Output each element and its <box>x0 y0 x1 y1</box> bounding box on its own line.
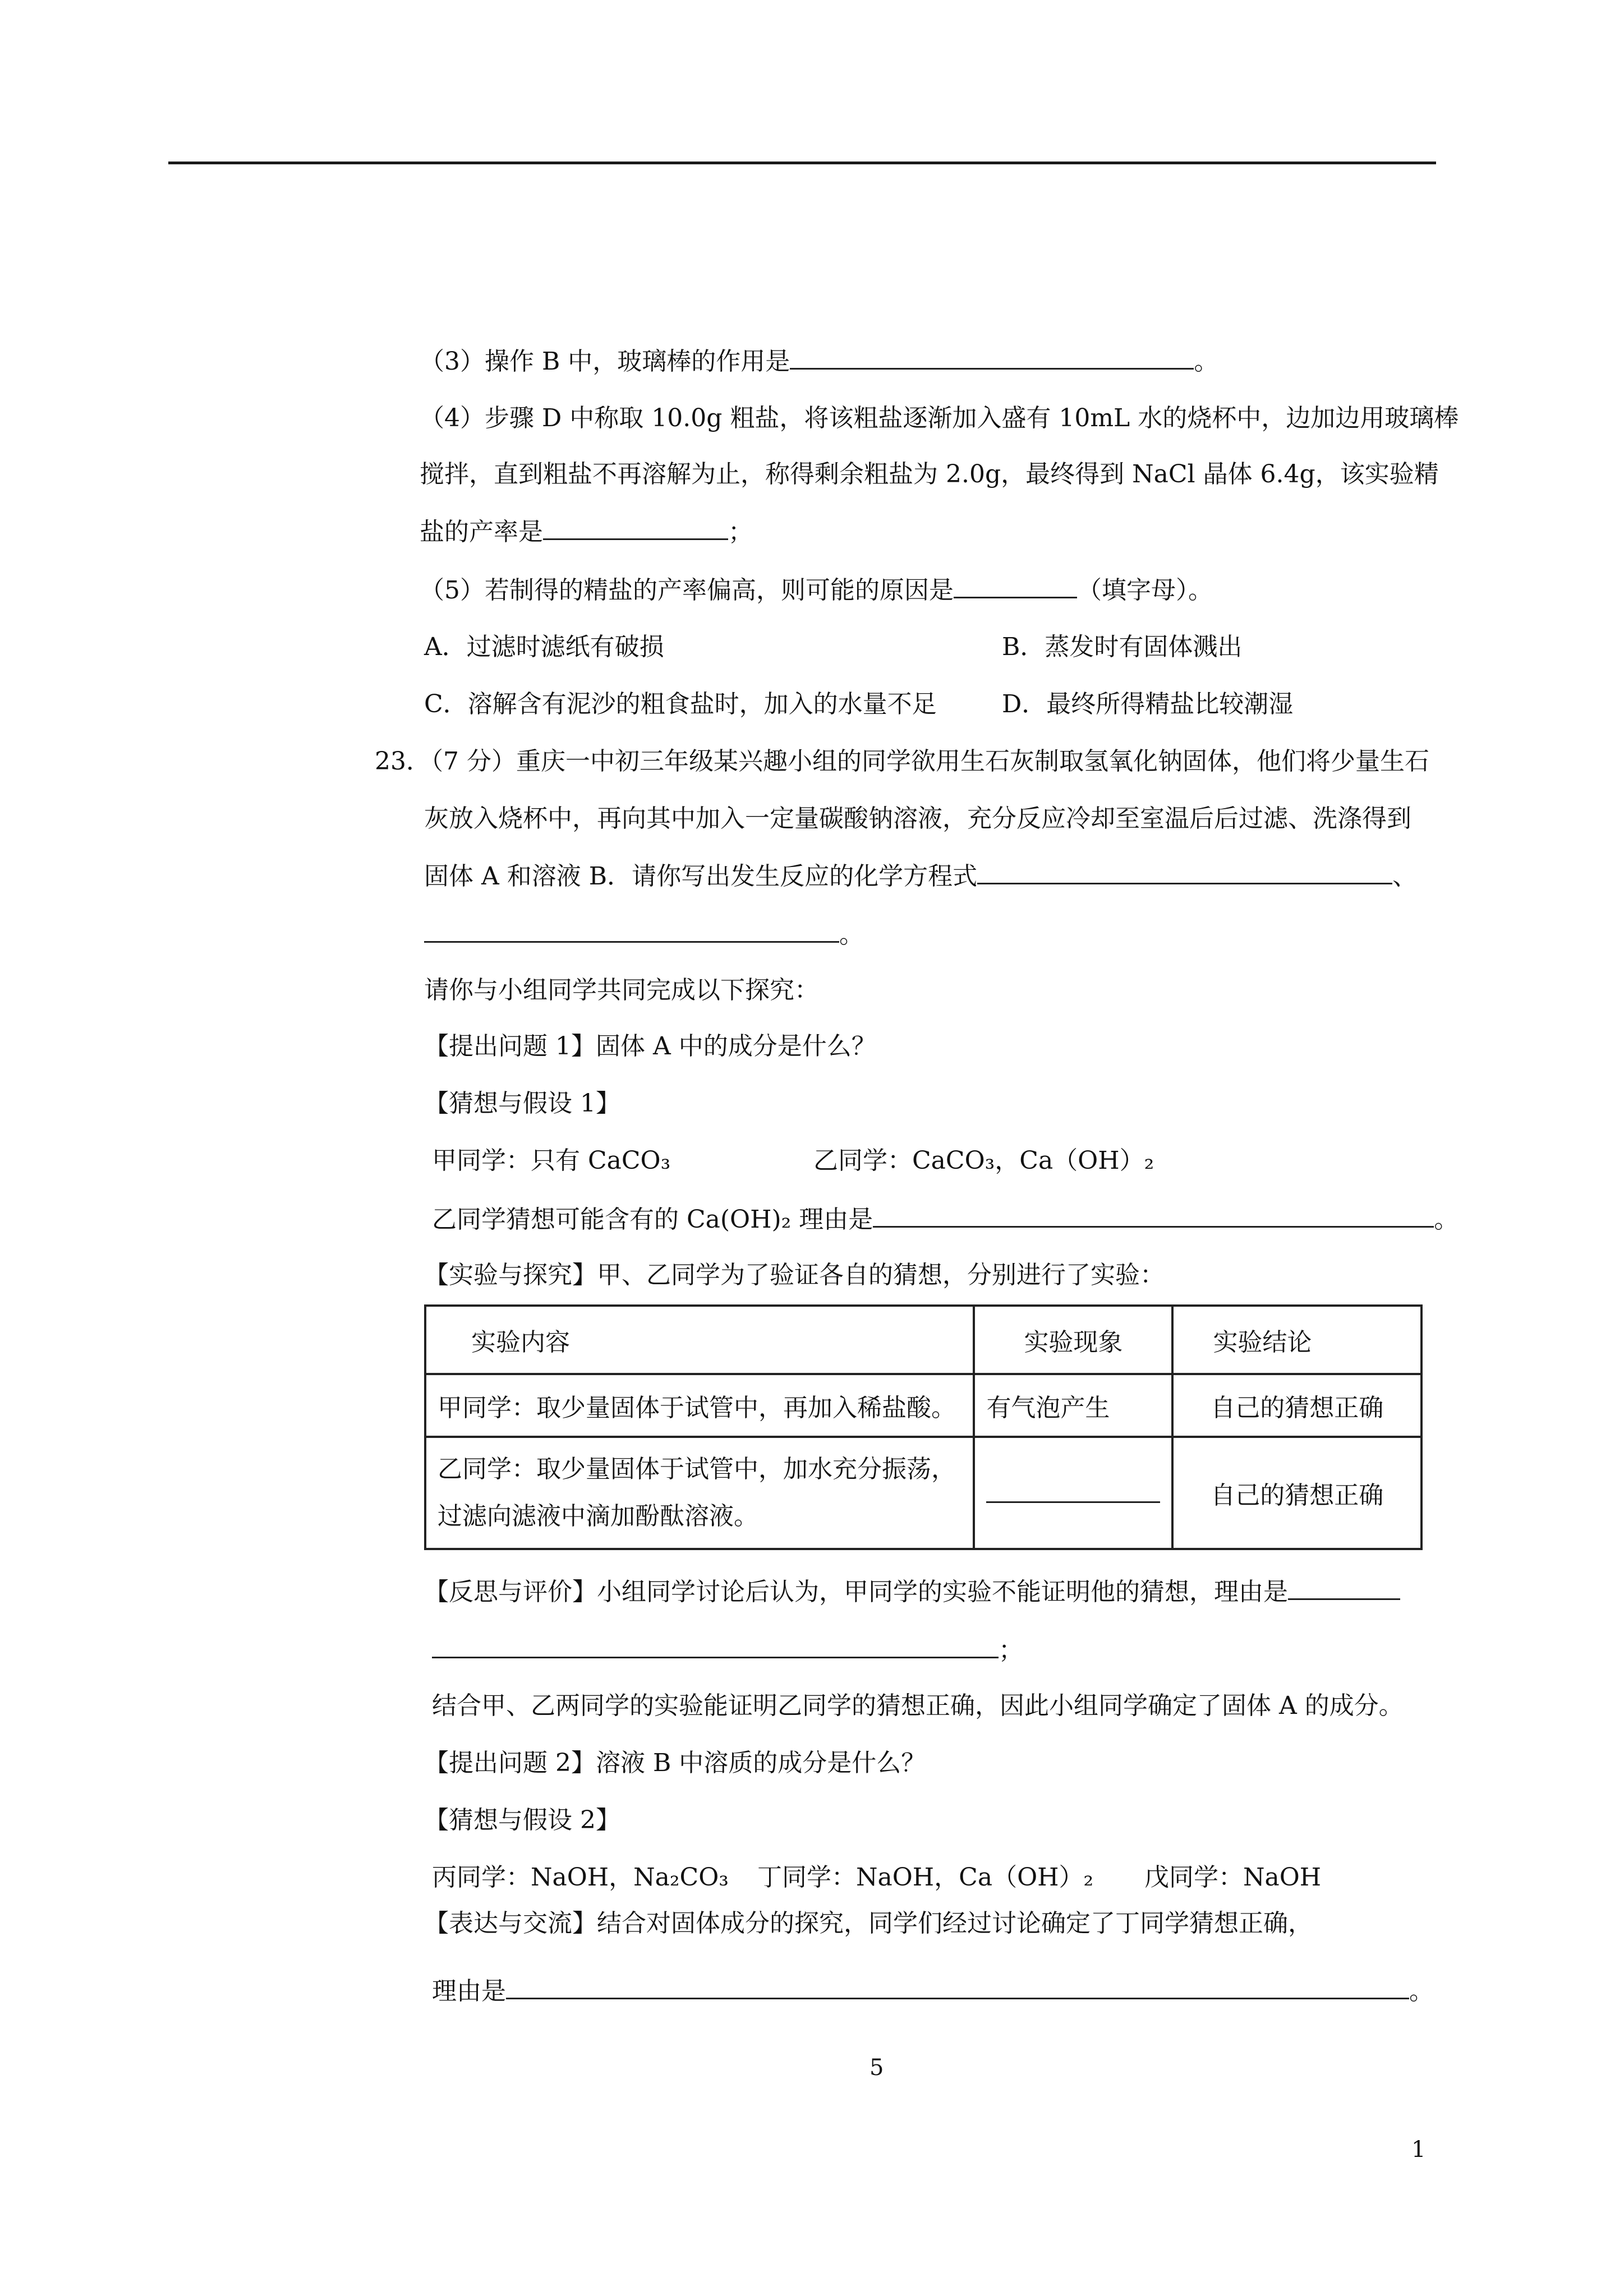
q22-part3-end: 。 <box>1194 347 1219 376</box>
table-row <box>425 1374 1421 1437</box>
combine-statement: 结合甲、乙两同学的实验能证明乙同学的猜想正确，因此小组同学确定了固体 A 的成分。 <box>432 1691 1404 1720</box>
q22-part4-line3-text: 盐的产率是 <box>420 518 543 546</box>
answer-blank[interactable] <box>790 343 1194 370</box>
hypothesis-1: 【猜想与假设 1】 <box>424 1089 620 1118</box>
phenomenon-blank[interactable] <box>986 1477 1160 1503</box>
problem-1: 【提出问题 1】固体 A 中的成分是什么？ <box>424 1032 876 1061</box>
reflection-blank-1[interactable] <box>1288 1574 1400 1600</box>
row1-phenomenon: 有气泡产生 <box>974 1374 1172 1437</box>
row1-content: 甲同学：取少量固体于试管中，再加入稀盐酸。 <box>425 1374 974 1437</box>
table-header-row <box>425 1306 1421 1374</box>
equation-blank-2[interactable] <box>424 916 839 943</box>
q23-line4 <box>424 916 864 952</box>
yi-reason <box>432 1201 1459 1237</box>
row2-phenomenon <box>974 1437 1172 1549</box>
yi-reason-text: 乙同学猜想可能含有的 Ca(OH)₂ 理由是 <box>432 1205 873 1234</box>
hypothesis-2: 【猜想与假设 2】 <box>424 1806 620 1834</box>
final-reason-label: 理由是 <box>432 1977 506 2005</box>
q22-part4-end: ； <box>728 518 753 546</box>
equation-blank-1[interactable] <box>977 858 1392 884</box>
yi-hypothesis: 乙同学：CaCO₃，Ca（OH）₂ <box>813 1146 1154 1175</box>
reflection <box>424 1574 1400 1609</box>
q22-part5-text: （5）若制得的精盐的产率偏高，则可能的原因是 <box>420 576 954 605</box>
reflection-text: 【反思与评价】小组同学讨论后认为，甲同学的实验不能证明他的猜想，理由是 <box>424 1578 1288 1606</box>
option-d: D．最终所得精盐比较潮湿 <box>1002 690 1294 718</box>
reason-blank[interactable] <box>873 1201 1434 1228</box>
reflection-blank-2[interactable] <box>432 1632 999 1658</box>
final-reason-end: 。 <box>1409 1977 1434 2005</box>
final-reason-blank[interactable] <box>506 1973 1409 1999</box>
experiment-explore: 【实验与探究】甲、乙同学为了验证各自的猜想，分别进行了实验： <box>424 1261 1165 1289</box>
q22-part4-line2: 搅拌，直到粗盐不再溶解为止，称得剩余粗盐为 2.0g，最终得到 NaCl 晶体 6.4g，该实验精 <box>420 460 1439 488</box>
q22-part5-end: （填字母）。 <box>1077 576 1213 605</box>
q22-part3 <box>420 343 1218 379</box>
option-a: A．过滤时滤纸有破损 <box>424 633 664 661</box>
header-content: 实验内容 <box>425 1306 974 1374</box>
header-rule <box>168 162 1436 164</box>
row2-content <box>425 1437 974 1549</box>
q23-line4-end: 。 <box>839 920 864 949</box>
q23-line3-text: 固体 A 和溶液 B．请你写出发生反应的化学方程式 <box>424 862 978 891</box>
corner-page-number: 1 <box>1411 2137 1426 2163</box>
header-phenomenon: 实验现象 <box>974 1306 1172 1374</box>
row1-conclusion: 自己的猜想正确 <box>1172 1374 1421 1437</box>
q23-line2: 灰放入烧杯中，再向其中加入一定量碳酸钠溶液，充分反应冷却至室温后后过滤、洗涤得到 <box>424 804 1411 833</box>
row2-content-line1: 乙同学：取少量固体于试管中，加水充分振荡， <box>438 1455 956 1483</box>
choice-answer-blank[interactable] <box>954 572 1077 598</box>
reflection-end: ； <box>999 1636 1023 1665</box>
q22-part3-text: （3）操作 B 中，玻璃棒的作用是 <box>420 347 790 376</box>
wu-hypothesis: 戊同学：NaOH <box>1144 1863 1322 1892</box>
final-reason <box>432 1973 1434 2008</box>
yield-answer-blank[interactable] <box>543 514 728 540</box>
q23-line1: 23．（7 分）重庆一中初三年级某兴趣小组的同学欲用生石灰制取氢氧化钠固体，他们将少量生石 <box>375 747 1429 776</box>
bing-hypothesis: 丙同学：NaOH，Na₂CO₃ <box>432 1863 729 1892</box>
q23-intro: 请你与小组同学共同完成以下探究： <box>424 976 819 1004</box>
q22-part4-line3 <box>420 514 753 549</box>
q23-line3-end: 、 <box>1392 862 1418 891</box>
q23-line3 <box>424 858 1417 893</box>
ding-hypothesis: 丁同学：NaOH，Ca（OH）₂ <box>757 1863 1094 1892</box>
header-conclusion: 实验结论 <box>1172 1306 1421 1374</box>
q22-part5 <box>420 572 1213 607</box>
option-c: C．溶解含有泥沙的粗食盐时，加入的水量不足 <box>424 690 937 718</box>
experiment-table <box>424 1304 1423 1550</box>
option-b: B．蒸发时有固体溅出 <box>1002 633 1243 661</box>
row2-conclusion: 自己的猜想正确 <box>1172 1437 1421 1549</box>
expression-exchange: 【表达与交流】结合对固体成分的探究，同学们经过讨论确定了丁同学猜想正确， <box>424 1909 1313 1938</box>
reflection-cont <box>432 1632 1023 1667</box>
yi-reason-end: 。 <box>1434 1205 1459 1234</box>
q22-part4-line1: （4）步骤 D 中称取 10.0g 粗盐，将该粗盐逐渐加入盛有 10mL 水的烧杯中，边加边用玻璃棒 <box>420 404 1459 432</box>
table-row <box>425 1437 1421 1549</box>
problem-2: 【提出问题 2】溶液 B 中溶质的成分是什么？ <box>424 1749 926 1777</box>
row2-content-line2: 过滤向滤液中滴加酚酞溶液。 <box>438 1502 758 1530</box>
page-number: 5 <box>869 2055 884 2081</box>
jia-hypothesis: 甲同学：只有 CaCO₃ <box>432 1146 671 1175</box>
